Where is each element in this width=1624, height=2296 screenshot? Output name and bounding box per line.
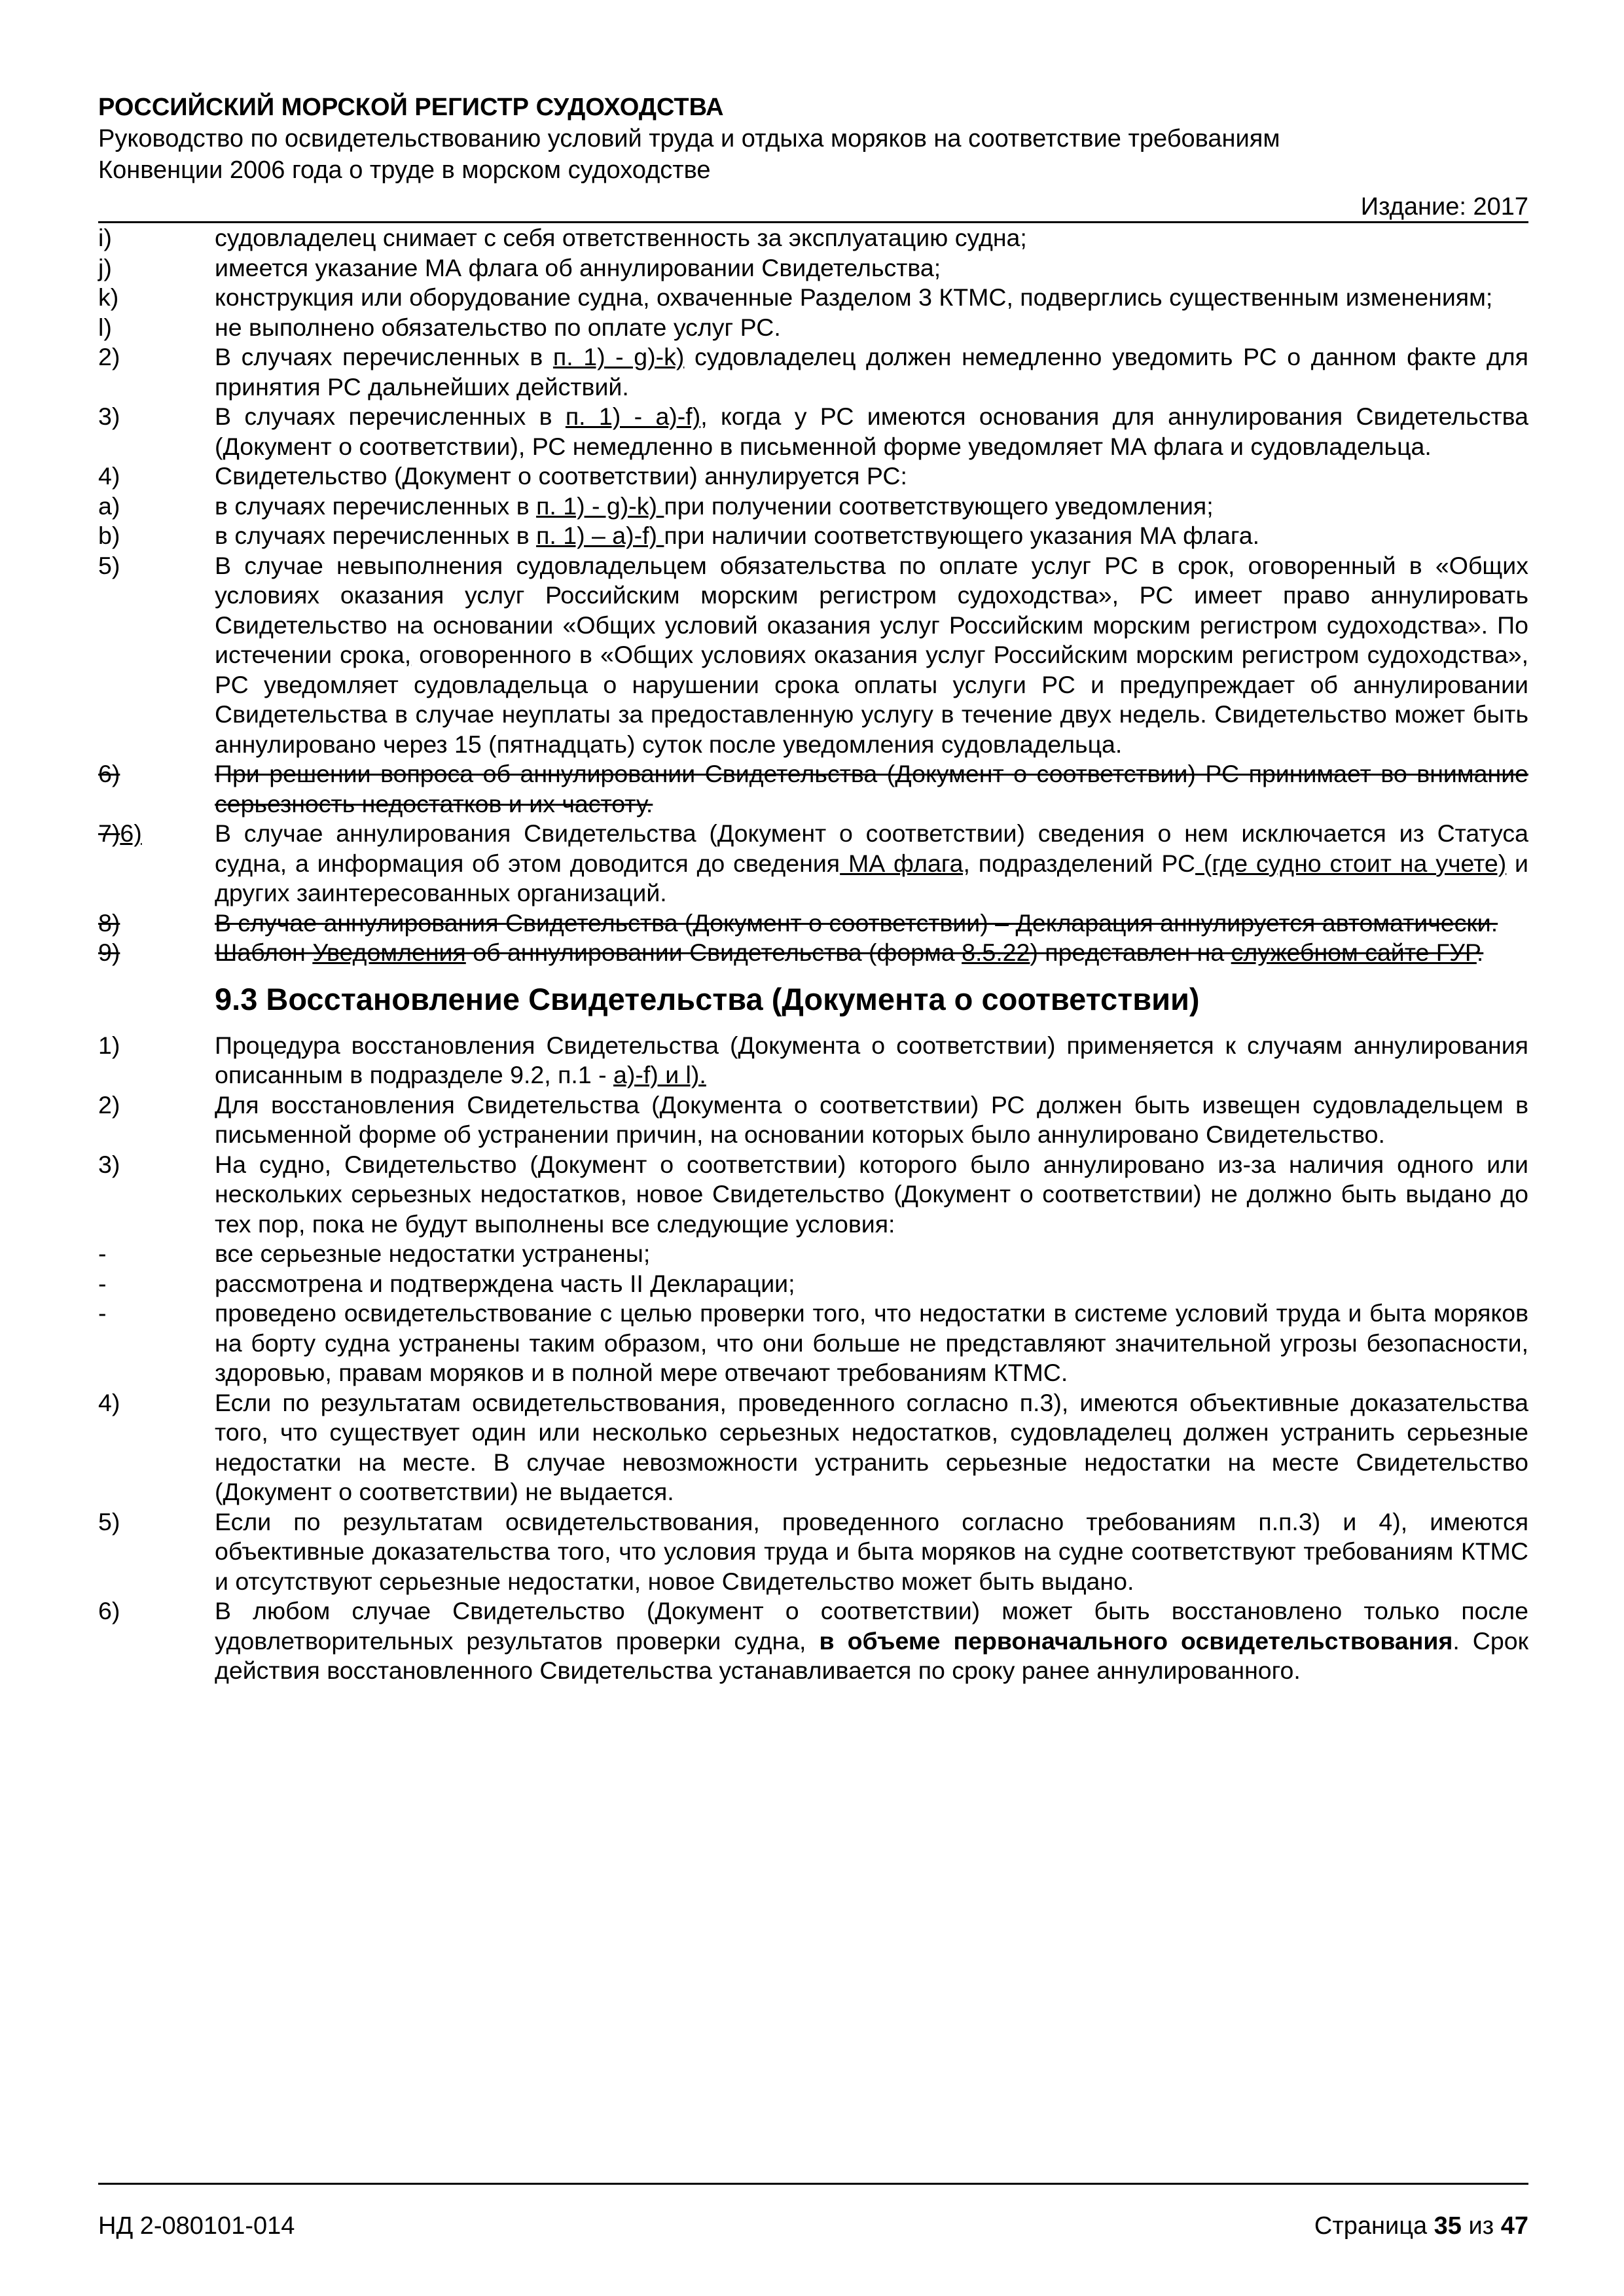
edition-label: Издание: 2017 bbox=[1360, 193, 1528, 221]
emphasized-text: в объеме первоначального освидетельствования bbox=[819, 1626, 1453, 1655]
list-item bbox=[98, 1239, 1528, 1269]
item-number: 6) bbox=[98, 1597, 120, 1624]
list-item bbox=[98, 342, 1528, 402]
list-item bbox=[98, 402, 1528, 461]
list-item bbox=[98, 223, 1528, 253]
item-text: судовладелец снимает с себя ответственность за эксплуатацию судна; bbox=[215, 224, 1027, 251]
text-run: судовладелец должен немедленно уведомить РС о данном факте для принятия РС дальнейших действий. bbox=[215, 343, 1528, 401]
cross-reference: 8.5.22 bbox=[962, 939, 1030, 966]
list-item bbox=[98, 1507, 1528, 1597]
text-run: . Срок действия восстановленного Свидетельства устанавливается по сроку ранее аннулированного. bbox=[215, 1626, 1528, 1684]
item-number: a) bbox=[98, 492, 120, 520]
item-text: имеется указание МА флага об аннулировании Свидетельства; bbox=[215, 253, 941, 281]
document-body bbox=[98, 223, 1528, 1686]
section-heading: 9.3 Восстановление Свидетельства (Документа о соответствии) bbox=[215, 981, 1200, 1016]
cross-reference: п. 1) - g)-k) bbox=[552, 343, 685, 370]
deleted-list-item bbox=[98, 908, 1528, 939]
text-run: при наличии соответствующего указания МА флага. bbox=[664, 522, 1260, 549]
item-number: l) bbox=[98, 313, 112, 341]
text-run: В случаях перечисленных в bbox=[215, 403, 566, 430]
text-run: подразделений РС bbox=[969, 849, 1196, 877]
tracked-comma: , bbox=[1521, 641, 1528, 668]
item-number: 6) bbox=[98, 760, 120, 787]
text-run: В случае аннулирования Свидетельства (Документ о соответствии) сведения о нем исключается из Статуса судна, а информация об этом доводится до сведения bbox=[215, 819, 1528, 877]
item-number: 9) bbox=[98, 939, 120, 966]
text-run: и других заинтересованных организаций. bbox=[215, 849, 1528, 906]
item-number bbox=[98, 819, 215, 908]
text-run: в случаях перечисленных в bbox=[215, 522, 537, 549]
item-text bbox=[215, 342, 1528, 402]
list-item bbox=[98, 819, 1528, 908]
cross-reference: МА флага, bbox=[840, 849, 970, 877]
item-text bbox=[215, 938, 1528, 968]
item-number: 4) bbox=[98, 1388, 120, 1416]
item-number: 3) bbox=[98, 403, 120, 430]
list-item bbox=[98, 1596, 1528, 1686]
item-text bbox=[215, 819, 1528, 908]
text-run: ) представлен на bbox=[1030, 939, 1231, 966]
item-text: все серьезные недостатки устранены; bbox=[215, 1240, 651, 1267]
item-text: не выполнено обязательство по оплате услуг РС. bbox=[215, 313, 781, 341]
item-number: i) bbox=[98, 224, 112, 251]
list-item bbox=[98, 461, 1528, 492]
inserted-number: 6) bbox=[120, 819, 142, 847]
list-item bbox=[98, 1299, 1528, 1388]
cross-reference: п. 1) - g)-k) bbox=[536, 492, 664, 520]
of-label: из bbox=[1461, 2212, 1501, 2240]
item-number: 5) bbox=[98, 1507, 120, 1535]
item-text: При решении вопроса об аннулировании Свидетельства (Документ о соответствии) РС принимает во внимание серьезность недостатков и их частоту. bbox=[215, 760, 1528, 817]
text-run: , когда у РС имеются основания для аннулирования Свидетельства (Документ о соответствии), РС немедленно в письменной форме уведомляет МА флага и судовладельца. bbox=[215, 403, 1528, 460]
item-text: Если по результатам освидетельствования, проведенного согласно п.3), имеются объективные доказательства того, что существует один или несколько серьезных недостатков, судовладелец должен устранить серьезные недостатки на месте. В случае невозможности устранить серьезные недостатки на месте Свидетельство (Документ о соответствии) не выдается. bbox=[215, 1388, 1528, 1505]
deleted-number: 7) bbox=[98, 819, 120, 847]
item-number: 3) bbox=[98, 1150, 120, 1178]
text-run: Шаблон bbox=[215, 939, 313, 966]
item-text: Для восстановления Свидетельства (Документа о соответствии) РС должен быть извещен судовладельцем в письменной форме об устранении причин, на основании которых было аннулировано Свидетельство. bbox=[215, 1090, 1528, 1148]
item-bullet: - bbox=[98, 1299, 107, 1327]
page-label: Страница bbox=[1314, 2212, 1434, 2240]
list-item bbox=[98, 1090, 1528, 1150]
document-title-line-1: Руководство по освидетельствованию условий труда и отдыха моряков на соответствие требованиям bbox=[98, 125, 1280, 152]
item-text: Если по результатам освидетельствования, проведенного согласно требованиям п.п.3) и 4), имеются объективные доказательства того, что условия труда и быта моряков на судне соответствуют требованиям КТМС и отсутствуют серьезные недостатки, новое Свидетельство может быть выдано. bbox=[215, 1507, 1528, 1595]
text-run: В случаях перечисленных в bbox=[215, 343, 553, 370]
document-page bbox=[98, 92, 1528, 1686]
item-text: На судно, Свидетельство (Документ о соответствии) которого было аннулировано из-за наличия одного или нескольких серьезных недостатков, новое Свидетельство (Документ о соответствии) не должно быть выдано до тех пор, пока не будут выполнены все следующие условия: bbox=[215, 1150, 1528, 1238]
item-text bbox=[215, 1031, 1528, 1090]
list-item bbox=[98, 1388, 1528, 1507]
item-number: 8) bbox=[98, 908, 120, 937]
list-item bbox=[98, 283, 1528, 313]
cross-reference: п. 1) – a)-f) bbox=[536, 522, 664, 549]
item-number: 4) bbox=[98, 462, 120, 490]
item-text bbox=[215, 1596, 1528, 1686]
list-item bbox=[98, 492, 1528, 522]
text-run: В любом случае Свидетельство (Документ о соответствии) может быть восстановлено только после удовлетворительных результатов проверки судна, bbox=[215, 1597, 1528, 1655]
list-item bbox=[98, 1031, 1528, 1090]
organization-name: РОССИЙСКИЙ МОРСКОЙ РЕГИСТР СУДОХОДСТВА bbox=[98, 94, 724, 121]
list-item bbox=[98, 313, 1528, 343]
item-text: конструкция или оборудование судна, охваченные Разделом 3 КТМС, подверглись существенным изменениям; bbox=[215, 283, 1493, 311]
text-run: при получении соответствующего уведомления; bbox=[664, 492, 1214, 520]
deleted-list-item bbox=[98, 938, 1528, 968]
text-run: . bbox=[1476, 939, 1484, 966]
page-counter bbox=[1314, 2212, 1528, 2240]
document-title-line-2: Конвенции 2006 года о труде в морском судоходстве bbox=[98, 156, 711, 184]
cross-reference: служебном сайте ГУР bbox=[1231, 939, 1477, 966]
text-run: Процедура восстановления Свидетельства (Документа о соответствии) применяется к случаям аннулирования описанным в подразделе 9.2, п.1 - bbox=[215, 1031, 1528, 1088]
text-run: в случаях перечисленных в bbox=[215, 492, 537, 520]
page-footer bbox=[98, 2183, 1528, 2240]
list-item bbox=[98, 253, 1528, 283]
tracked-comma: , bbox=[404, 641, 412, 668]
item-text: проведено освидетельствование с целью проверки того, что недостатки в системе условий труда и быта моряков на борту судна устранены таким образом, что они больше не представляют значительной угрозы безопасности, здоровью, правам моряков и в полной мере отвечают требованиям КТМС. bbox=[215, 1299, 1528, 1386]
item-bullet: - bbox=[98, 1240, 107, 1267]
item-text bbox=[215, 402, 1528, 461]
page-total: 47 bbox=[1500, 2212, 1528, 2240]
item-number: 1) bbox=[98, 1031, 120, 1059]
deleted-list-item bbox=[98, 759, 1528, 819]
item-bullet: - bbox=[98, 1269, 107, 1297]
item-text bbox=[215, 492, 1528, 522]
list-item bbox=[98, 1269, 1528, 1299]
list-item bbox=[98, 551, 1528, 760]
item-number: j) bbox=[98, 253, 112, 281]
cross-reference: (где судно стоит на учете) bbox=[1195, 849, 1507, 877]
item-number: 2) bbox=[98, 343, 120, 370]
item-number: b) bbox=[98, 522, 120, 549]
item-text: рассмотрена и подтверждена часть II Декларации; bbox=[215, 1269, 795, 1297]
list-item bbox=[98, 521, 1528, 551]
item-text: Свидетельство (Документ о соответствии) аннулируется РС: bbox=[215, 462, 907, 490]
item-text bbox=[215, 521, 1528, 551]
list-item bbox=[98, 1150, 1528, 1240]
text-run: РС уведомляет судовладельца о нарушении срока оплаты услуги РС и предупреждает об аннулировании Свидетельства в случае неуплаты за предоставленную услугу в течение двух недель. Свидетельство может быть аннулировано через 15 (пятнадцать) суток после уведомления судовладельца. bbox=[215, 670, 1528, 758]
text-run: об аннулировании Свидетельства (форма bbox=[465, 939, 962, 966]
document-code: НД 2-080101-014 bbox=[98, 2212, 295, 2240]
item-text bbox=[215, 551, 1528, 760]
item-number: k) bbox=[98, 283, 119, 311]
text-run: В случае невыполнения судовладельцем обязательства по оплате услуг РС в срок, оговоренный в «Общих условиях оказания услуг Российским морским регистром судоходства», РС имеет право аннулировать Свидетельство на основании «Общих условий оказания услуг Российским морским регистром судоходства». По истечении срока bbox=[215, 551, 1528, 668]
text-run: оговоренного в «Общих условиях оказания услуг Российским морским регистром судоходства» bbox=[411, 641, 1522, 668]
cross-reference: Уведомления bbox=[312, 939, 466, 966]
item-number: 5) bbox=[98, 551, 120, 579]
item-text: В случае аннулирования Свидетельства (Документ о соответствии) – Декларация аннулируется автоматически. bbox=[215, 908, 1498, 937]
cross-reference: п. 1) - a)-f) bbox=[565, 403, 701, 430]
item-number: 2) bbox=[98, 1090, 120, 1119]
page-number: 35 bbox=[1434, 2212, 1462, 2240]
cross-reference: a)-f) и l). bbox=[613, 1061, 706, 1088]
